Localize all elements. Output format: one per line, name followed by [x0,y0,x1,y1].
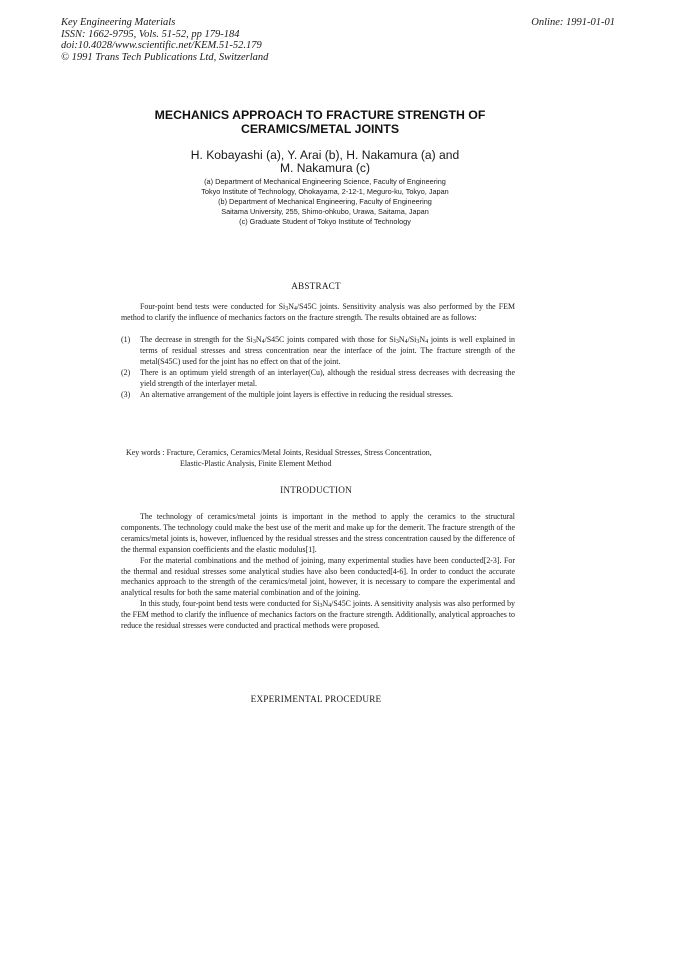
doi-link[interactable]: doi:10.4028/www.scientific.net/KEM.51-52.179 [61,40,262,52]
abstract-heading: ABSTRACT [291,281,341,291]
abstract-intro: Four-point bend tests were conducted for $Si_3N_4/S45C$ joints. Sensitivity analysis was also performed by the FEM method to clarify the influence of mechanics factors on the fracture strength. The results obtained are as follows: [121,302,516,322]
authors-line-1: H. Kobayashi (a), Y. Arai (b), H. Nakamura (a) and [190,148,460,162]
intro-paragraph: In this study, four-point bend tests were conducted for $Si_3N_4/S45C$ joints. A sensitivity analysis was also performed by the FEM method to clarify the influence of mechanics factors on the fracture strength. Additionally, analytical approaches to reduce the residual stresses were conducted and practical methods were proposed. [121,599,516,631]
title-line-1: MECHANICS APPROACH TO FRACTURE STRENGTH OF [154,108,486,122]
journal-name: Key Engineering Materials [61,17,176,28]
authors-line-2: M. Nakamura (c) [279,161,371,175]
intro-paragraph: The technology of ceramics/metal joints is important in the method to apply the ceramics to the structural components. The technology could make the best use of the merit and make up for the demerit. The fracture strength of the ceramics/metal joints is, however, influenced by the residual stresses and the stress concentration caused by the difference of the thermal expansion coefficients and the elastic modulus[1]. [121,512,515,554]
title-line-2: CERAMICS/METAL JOINTS [240,122,400,136]
intro-paragraph: For the material combinations and the method of joining, many experimental studies have been conducted[2-3]. For the thermal and residual stresses some analytical studies have also been conducted[4-6]. In order to conduct the accurate mechanics approach to the strength of the ceramics/metal joint, however, it is necessary to compare the experimental and analytical results for both the same material combination and of the joining. [121,555,515,598]
publication-info [61,17,268,63]
affiliation-line: (b) Department of Mechanical Engineering, Faculty of Engineering [218,197,432,207]
list-item: (2) There is an optimum yield strength of an interlayer(Cu), although the residual stress decreases with decreasing the yield strength of the interlayer metal. [121,367,515,388]
experimental-heading: EXPERIMENTAL PROCEDURE [250,694,382,704]
list-item: (3) An alternative arrangement of the multiple joint layers is effective in reducing the residual stresses. [121,389,453,399]
list-item: (1) The decrease in strength for the $Si_3N_4/S45C$ joints compared with those for $Si_3N_4/Si_3N_4$ joints is well explained in terms of residual stresses and stress concentration near the interface of the joint. The fracture strength of the metal(S45C) used for the joint has no effect on that of the joint. [121,335,515,366]
keywords-line-1: Fracture, Ceramics, Ceramics/Metal Joints, Residual Stresses, Stress Concentration, [166,448,432,457]
affiliation-line: (a) Department of Mechanical Engineering Science, Faculty of Engineering [204,177,446,186]
keywords [126,447,536,469]
keywords-line-2: Elastic-Plastic Analysis, Finite Element Method [180,459,332,469]
affiliation-line: (c) Graduate Student of Tokyo Institute of Technology [239,217,411,227]
abstract-results-list [121,335,515,400]
affiliation-line: Tokyo Institute of Technology, Ohokayama, 2-12-1, Meguro-ku, Tokyo, Japan [201,187,449,197]
issn-line: ISSN: 1662-9795, Vols. 51-52, pp 179-184 [61,28,240,40]
introduction-heading: INTRODUCTION [280,485,352,495]
online-date: Online: 1991-01-01 [531,17,615,28]
introduction-body [121,512,515,632]
affiliations [150,177,500,227]
copyright-line: © 1991 Trans Tech Publications Ltd, Switzerland [61,51,269,63]
keywords-label: Key words : [126,448,165,457]
paper-title [120,108,520,136]
affiliation-line: Saitama University, 255, Shimo-ohkubo, Urawa, Saitama, Japan [221,207,429,217]
author-list [150,149,500,175]
